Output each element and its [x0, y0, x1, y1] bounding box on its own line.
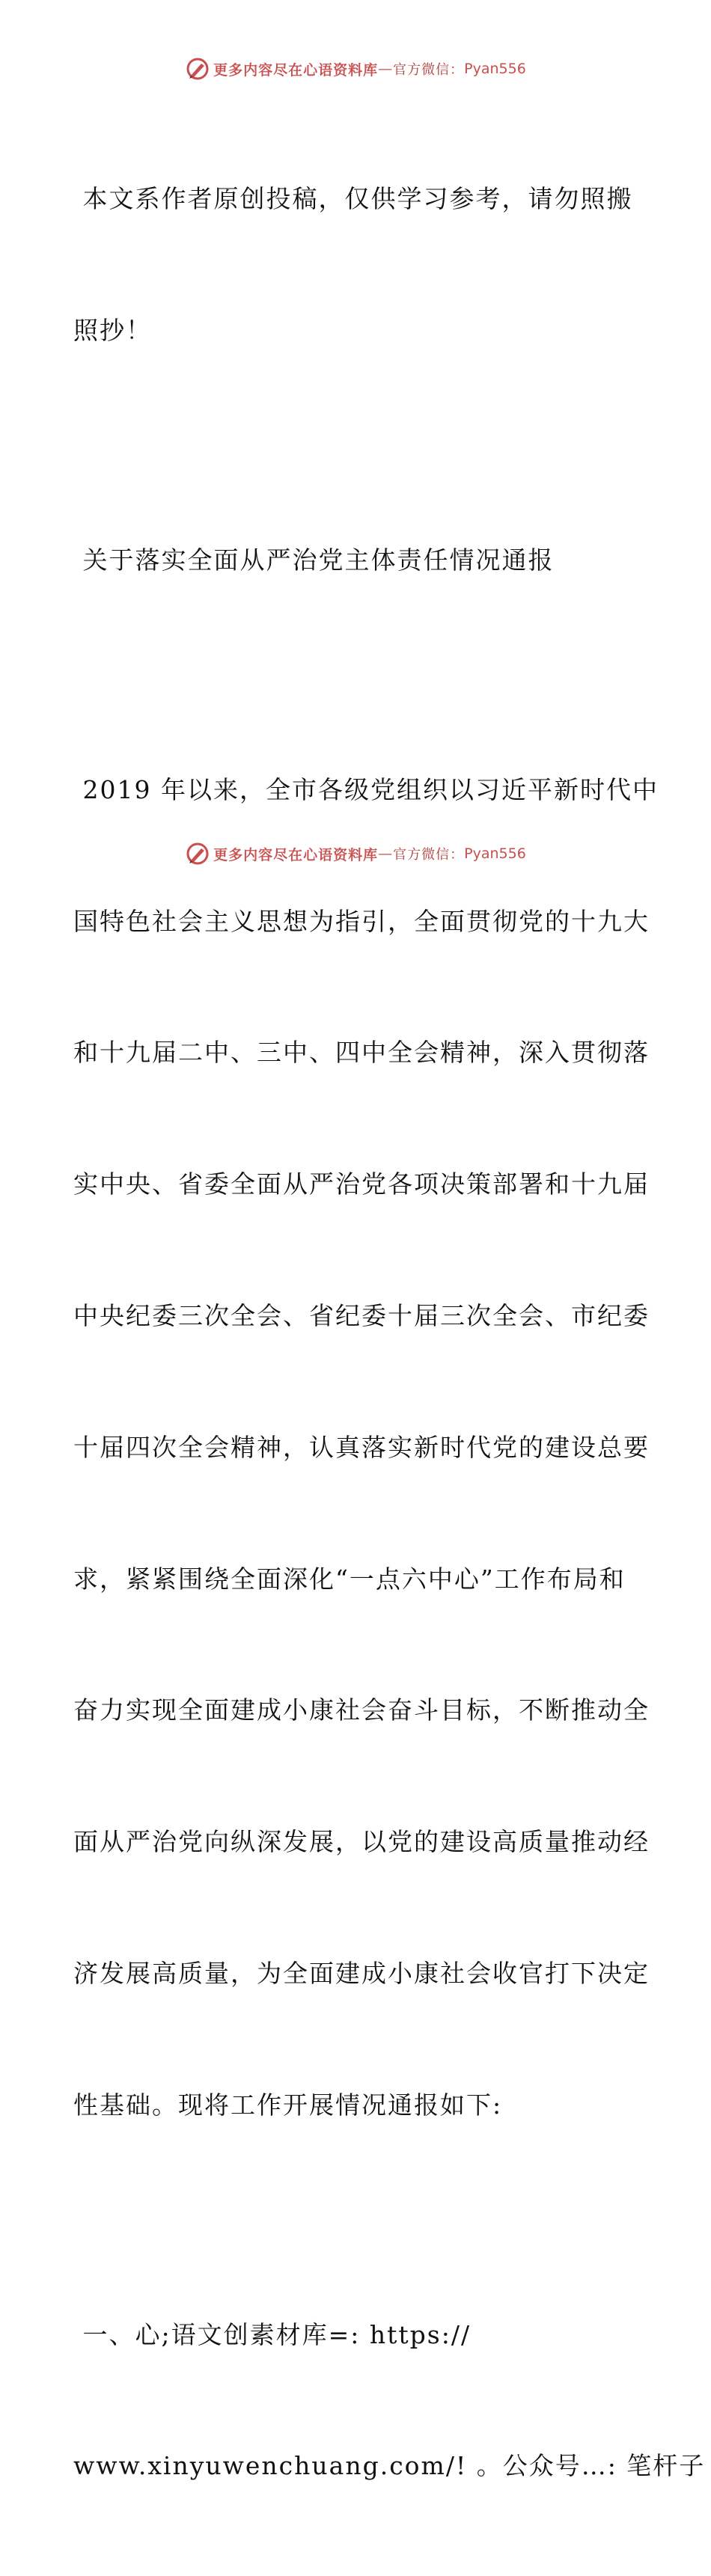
- pen-logo-icon: [185, 841, 210, 866]
- notice-paragraph: [73, 90, 636, 441]
- section-line: 一、心;语文创素材库=: https://: [73, 2313, 636, 2358]
- title-line: 关于落实全面从严治党主体责任情况通报: [73, 539, 636, 583]
- footer-watermark: [0, 839, 711, 869]
- body-line: 中央纪委三次全会、省纪委十届三次全会、市纪委: [73, 1294, 636, 1339]
- pen-logo-icon: [185, 56, 210, 82]
- body-line: 面从严治党向纵深发展，以党的建设高质量推动经: [73, 1820, 636, 1864]
- notice-line: 照抄！: [73, 309, 636, 353]
- header-watermark: [0, 54, 711, 84]
- body-line: 实中央、省委全面从严治党各项决策部署和十九届: [73, 1163, 636, 1207]
- body-line: 济发展高质量，为全面建成小康社会收官打下决定: [73, 1952, 636, 1996]
- watermark-separator: —: [378, 61, 393, 77]
- watermark-wechat-label: 官方微信：: [393, 844, 464, 863]
- body-line: 2019 年以来，全市各级党组织以习近平新时代中: [73, 768, 636, 813]
- notice-line: 本文系作者原创投稿，仅供学习参考，请勿照搬: [73, 177, 636, 221]
- watermark-wechat-id: Pyan556: [464, 61, 526, 77]
- watermark-wechat-id: Pyan556: [464, 845, 526, 862]
- intro-paragraph: [73, 681, 636, 2215]
- watermark-main-text: 更多内容尽在心语资料库: [213, 844, 378, 864]
- document-body: [73, 90, 636, 2576]
- section-line: www.xinyuwenchuang.com/! 。公众号…: 笔杆子: [73, 2444, 636, 2488]
- watermark-main-text: 更多内容尽在心语资料库: [213, 59, 378, 79]
- body-line: 奋力实现全面建成小康社会奋斗目标，不断推动全: [73, 1689, 636, 1733]
- watermark-wechat-label: 官方微信：: [393, 59, 464, 79]
- body-line: 十届四次全会精神，认真落实新时代党的建设总要: [73, 1426, 636, 1470]
- body-line: 国特色社会主义思想为指引，全面贯彻党的十九大: [73, 900, 636, 944]
- body-line: 求，紧紧围绕全面深化“一点六中心”工作布局和: [73, 1558, 636, 1602]
- body-line: 和十九届二中、三中、四中全会精神，深入贯彻落: [73, 1031, 636, 1075]
- document-title: [73, 451, 636, 670]
- section-heading-paragraph: [73, 2226, 636, 2576]
- body-line: 性基础。现将工作开展情况通报如下:: [73, 2084, 636, 2128]
- watermark-separator: —: [378, 845, 393, 862]
